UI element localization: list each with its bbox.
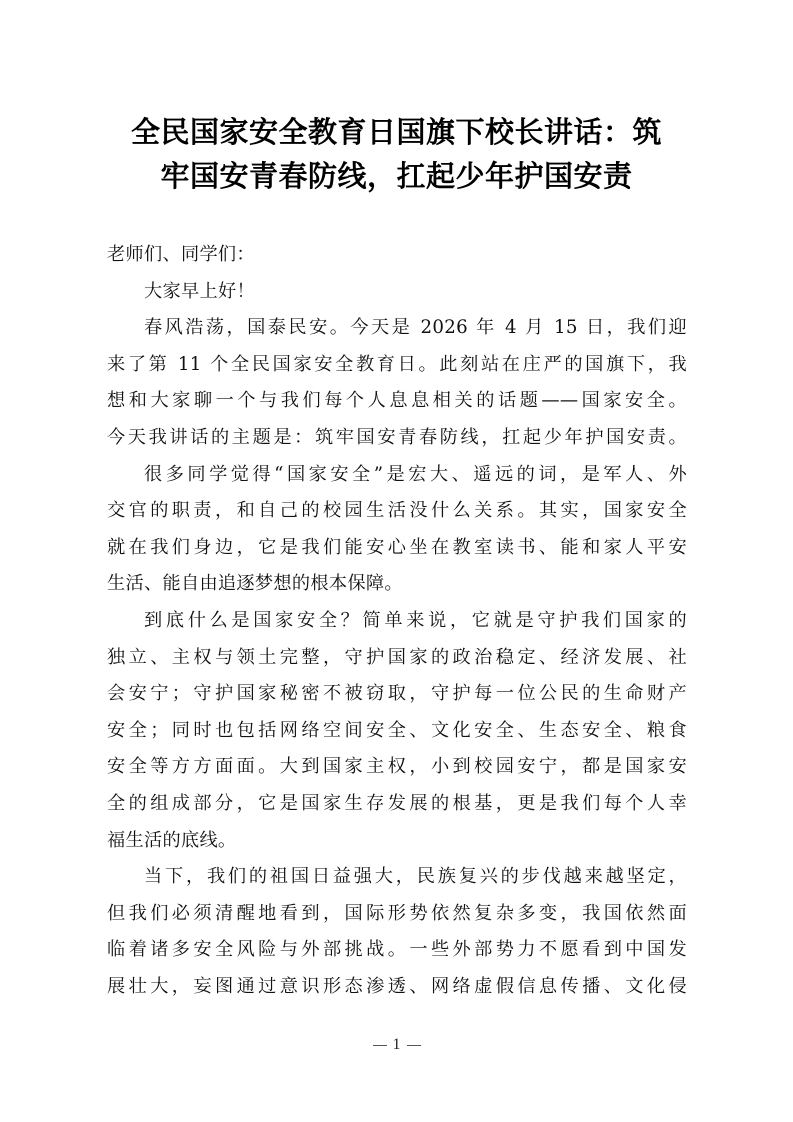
- body-line: 到底什么是国家安全？简单来说，它就是守护我们国家的: [144, 609, 687, 631]
- page-footer: [0, 1036, 793, 1054]
- page-number: 1: [392, 1036, 401, 1053]
- document-body: [107, 237, 687, 1005]
- body-line: 安全等方方面面。大到国家主权，小到校园安宁，都是国家安: [107, 756, 687, 778]
- body-line: 会安宁；守护国家秘密不被窃取，守护每一位公民的生命财产: [107, 683, 687, 705]
- body-line: 但我们必须清醒地看到，国际形势依然复杂多变，我国依然面: [107, 902, 687, 924]
- body-line: 今天我讲话的主题是：筑牢国安青春防线，扛起少年护国安责。: [107, 426, 687, 448]
- body-line: 福生活的底线。: [107, 829, 237, 851]
- body-line: 临着诸多安全风险与外部挑战。一些外部势力不愿看到中国发: [107, 939, 687, 961]
- body-line: 想和大家聊一个与我们每个人息息相关的话题——国家安全。: [107, 390, 687, 412]
- body-line: 交官的职责，和自己的校园生活没什么关系。其实，国家安全: [107, 500, 687, 522]
- dash-right: [407, 1045, 421, 1046]
- title-line-2: 牢国安青春防线，扛起少年护国安责: [160, 159, 633, 193]
- body-paragraphs: [107, 274, 687, 1006]
- dash-left: [373, 1045, 387, 1046]
- body-line: 来了第 11 个全民国家安全教育日。此刻站在庄严的国旗下，我: [107, 353, 687, 375]
- body-line: 就在我们身边，它是我们能安心坐在教室读书、能和家人平安: [107, 536, 687, 558]
- body-line: 很多同学觉得“国家安全”是宏大、遥远的词，是军人、外: [144, 463, 687, 485]
- document-title: [100, 110, 693, 198]
- title-line-1: 全民国家安全教育日国旗下校长讲话：筑: [130, 115, 662, 149]
- salutation: 老师们、同学们：: [107, 244, 255, 265]
- body-line: 安全；同时也包括网络空间安全、文化安全、生态安全、粮食: [107, 719, 687, 741]
- body-line: 当下，我们的祖国日益强大，民族复兴的步伐越来越坚定，: [144, 866, 687, 888]
- body-line: 大家早上好！: [144, 280, 255, 302]
- body-line: 全的组成部分，它是国家生存发展的根基，更是我们每个人幸: [107, 792, 687, 814]
- body-line: 展壮大，妄图通过意识形态渗透、网络虚假信息传播、文化侵: [107, 975, 687, 997]
- body-line: 独立、主权与领土完整，守护国家的政治稳定、经济发展、社: [107, 646, 687, 668]
- body-line: 生活、能自由追逐梦想的根本保障。: [107, 573, 403, 595]
- body-line: 春风浩荡，国泰民安。今天是 2026 年 4 月 15 日，我们迎: [144, 317, 687, 339]
